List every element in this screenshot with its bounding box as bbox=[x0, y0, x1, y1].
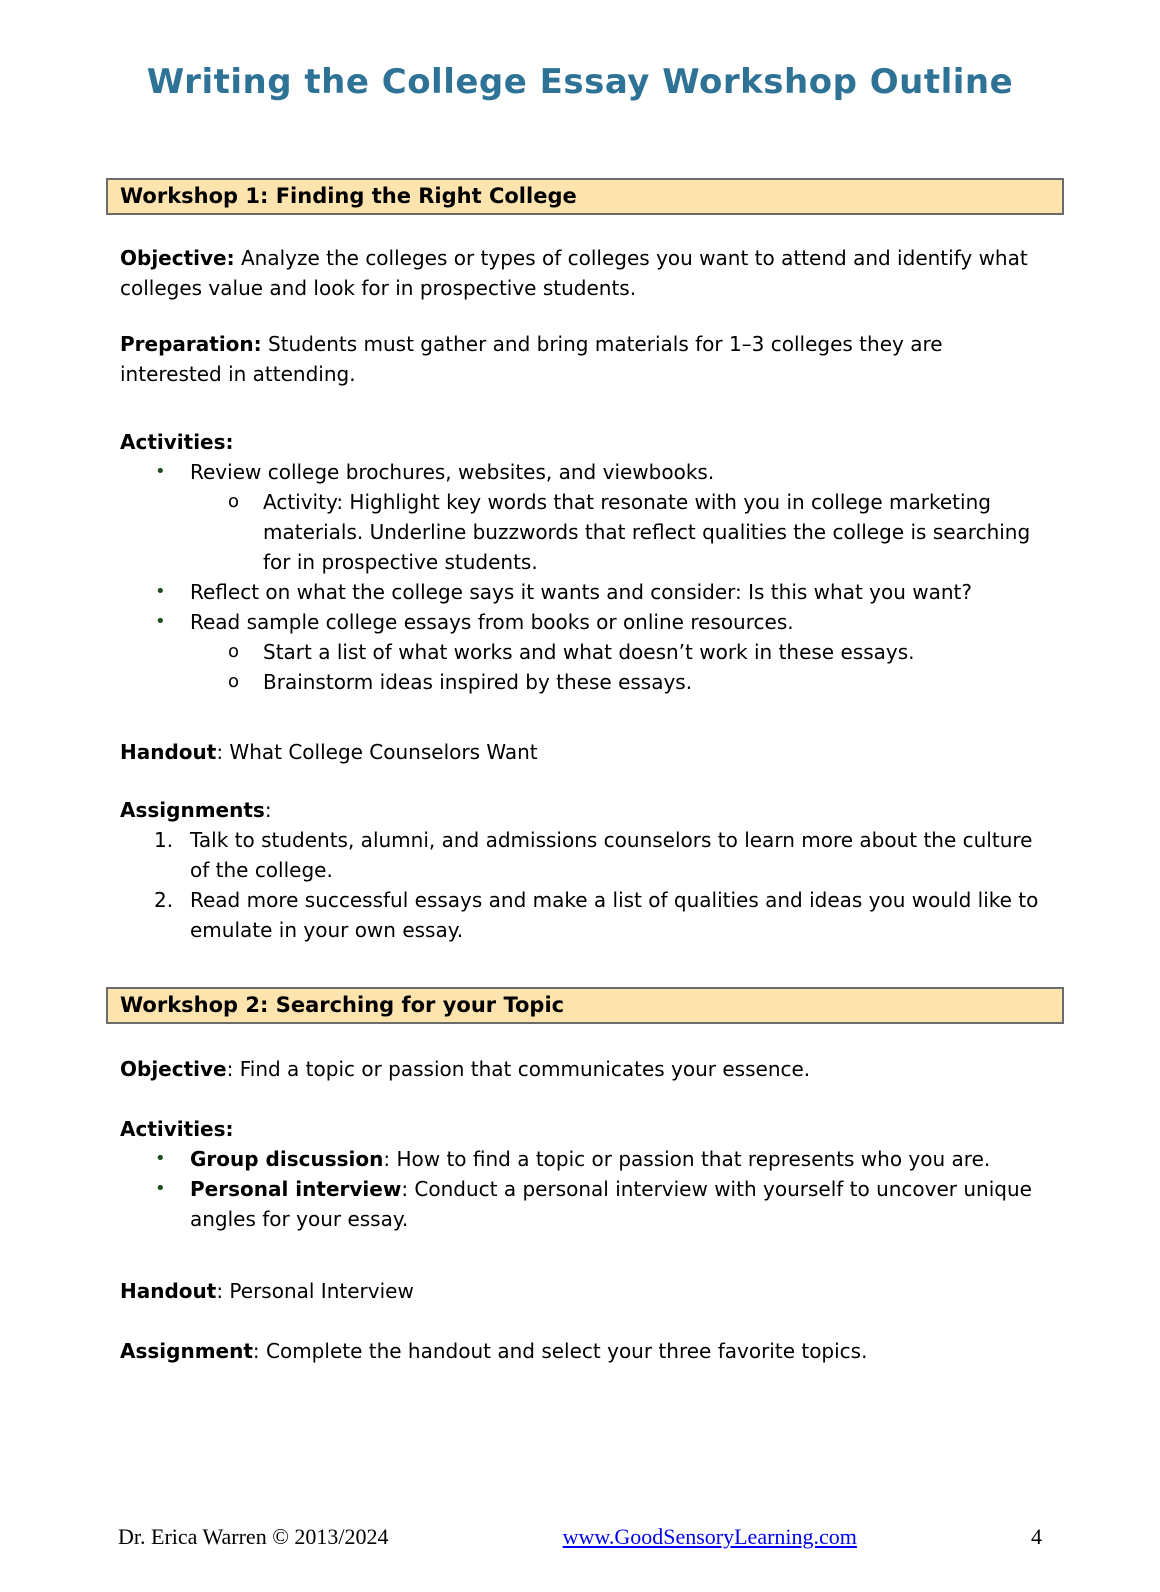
footer-author: Dr. Erica Warren © 2013/2024 bbox=[118, 1524, 389, 1549]
list-item bbox=[120, 457, 1040, 487]
activity-text: : How to find a topic or passion that represents who you are. bbox=[383, 1147, 991, 1171]
document-page bbox=[0, 62, 1160, 1592]
circle-bullet-icon: o bbox=[228, 491, 240, 512]
handout-text: : What College Counselors Want bbox=[216, 740, 538, 764]
item-number: 1. bbox=[154, 828, 174, 852]
workshop-2-assignment bbox=[120, 1336, 1040, 1366]
activity-bold-lead: Group discussion bbox=[190, 1147, 384, 1171]
list-item-text bbox=[190, 1144, 1040, 1174]
workshop-1-assignments-list bbox=[120, 825, 1040, 945]
workshop-1-activities-label: Activities: bbox=[120, 430, 234, 454]
assignment-label: Assignment bbox=[120, 1339, 253, 1363]
list-item bbox=[152, 825, 1040, 885]
workshop-2-header-text: Workshop 2: Searching for your Topic bbox=[120, 993, 565, 1017]
list-item bbox=[152, 885, 1040, 945]
activity-text: : Conduct a personal interview with yourself to uncover unique angles for your essay. bbox=[190, 1177, 1032, 1231]
bullet-icon: • bbox=[155, 611, 166, 632]
list-item-text: Talk to students, alumni, and admissions counselors to learn more about the culture of the college. bbox=[190, 828, 1033, 882]
workshop-1-activities-list bbox=[120, 457, 1040, 697]
list-item-text: Activity: Highlight key words that resonate with you in college marketing materials. Underline buzzwords that reflect qualities the college is searching for in prospective students. bbox=[263, 490, 1031, 574]
list-item bbox=[120, 1144, 1040, 1174]
list-item-text: Brainstorm ideas inspired by these essays. bbox=[263, 670, 693, 694]
assignments-colon: : bbox=[264, 798, 272, 822]
item-number: 2. bbox=[154, 888, 174, 912]
footer-link[interactable]: www.GoodSensoryLearning.com bbox=[562, 1524, 857, 1549]
bullet-icon: • bbox=[155, 461, 166, 482]
assignments-label: Assignments bbox=[120, 798, 265, 822]
list-item bbox=[120, 577, 1040, 607]
page-title: Writing the College Essay Workshop Outline bbox=[146, 62, 1014, 102]
objective-text: : Find a topic or passion that communicates your essence. bbox=[226, 1057, 811, 1081]
list-item bbox=[120, 607, 1040, 637]
workshop-1-objective bbox=[120, 243, 1040, 303]
list-item-text: Reflect on what the college says it wants and consider: Is this what you want? bbox=[190, 580, 973, 604]
circle-bullet-icon: o bbox=[228, 671, 240, 692]
footer-link-zone bbox=[389, 1524, 1031, 1550]
workshop-2-activities-label: Activities: bbox=[120, 1117, 234, 1141]
list-item-text: Review college brochures, websites, and viewbooks. bbox=[190, 460, 715, 484]
handout-text: : Personal Interview bbox=[216, 1279, 414, 1303]
handout-label: Handout bbox=[120, 740, 217, 764]
objective-label: Objective: bbox=[120, 246, 235, 270]
workshop-1-preparation bbox=[120, 329, 1040, 389]
footer-page-number: 4 bbox=[1031, 1524, 1042, 1549]
bullet-icon: • bbox=[155, 1148, 166, 1169]
workshop-2-objective bbox=[120, 1054, 1040, 1084]
objective-text: Analyze the colleges or types of colleges you want to attend and identify what colleges value and look for in prospective students. bbox=[120, 246, 1028, 300]
bullet-icon: • bbox=[155, 1178, 166, 1199]
list-item bbox=[120, 487, 1040, 577]
preparation-label: Preparation: bbox=[120, 332, 262, 356]
document-body bbox=[0, 178, 1160, 1366]
list-item-text bbox=[190, 1174, 1040, 1234]
list-item bbox=[120, 1174, 1040, 1234]
preparation-text: Students must gather and bring materials for 1–3 colleges they are interested in attending. bbox=[120, 332, 943, 386]
workshop-2-handout bbox=[120, 1276, 1040, 1306]
activity-bold-lead: Personal interview bbox=[190, 1177, 402, 1201]
workshop-2-activities-list bbox=[120, 1144, 1040, 1234]
page-footer bbox=[0, 1524, 1160, 1550]
list-item bbox=[120, 637, 1040, 667]
list-item bbox=[120, 667, 1040, 697]
assignment-text: : Complete the handout and select your three favorite topics. bbox=[252, 1339, 868, 1363]
circle-bullet-icon: o bbox=[228, 641, 240, 662]
workshop-1-assignments-label bbox=[120, 795, 1040, 825]
bullet-icon: • bbox=[155, 581, 166, 602]
objective-label: Objective bbox=[120, 1057, 227, 1081]
workshop-1-handout bbox=[120, 737, 1040, 767]
workshop-1-header-text: Workshop 1: Finding the Right College bbox=[120, 184, 577, 208]
list-item-text: Read more successful essays and make a list of qualities and ideas you would like to emulate in your own essay. bbox=[190, 888, 1039, 942]
handout-label: Handout bbox=[120, 1279, 217, 1303]
workshop-2-header-bar bbox=[106, 987, 1064, 1024]
list-item-text: Start a list of what works and what doesn’t work in these essays. bbox=[263, 640, 915, 664]
list-item-text: Read sample college essays from books or online resources. bbox=[190, 610, 794, 634]
workshop-1-header-bar bbox=[106, 178, 1064, 215]
